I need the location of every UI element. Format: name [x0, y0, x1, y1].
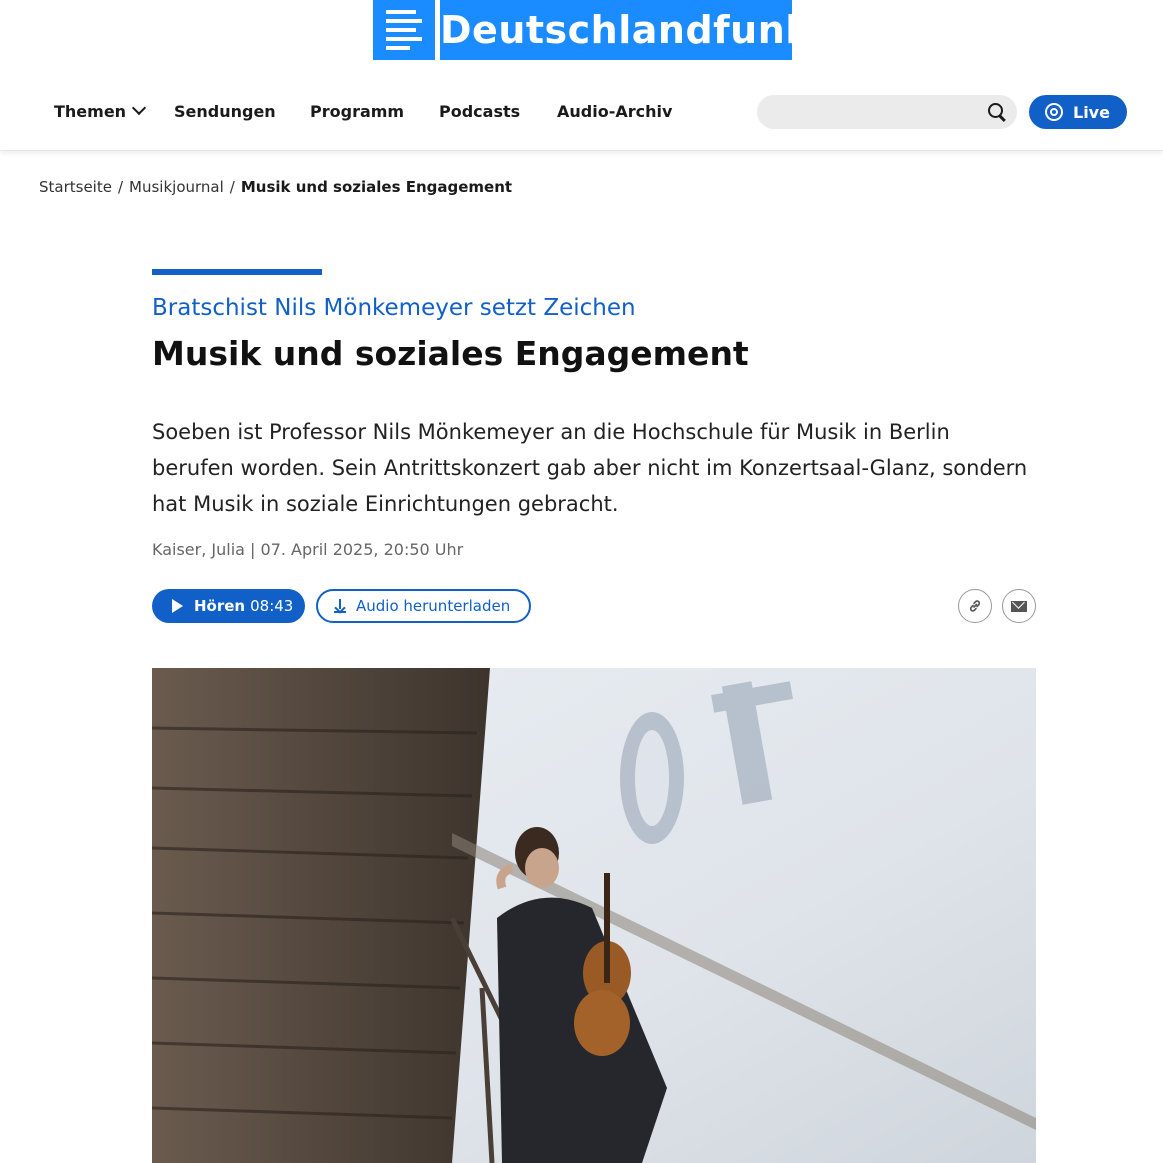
hero-photo	[152, 668, 1036, 1163]
play-duration: 08:43	[250, 597, 294, 615]
logo-text: Deutschlandfunk	[440, 0, 792, 60]
nav-item-audio-archiv[interactable]: Audio-Archiv	[557, 102, 673, 121]
logo-mark-icon	[373, 0, 435, 60]
kicker-accent-bar	[152, 269, 322, 275]
share-mail-button[interactable]	[1002, 589, 1036, 623]
site-logo[interactable]	[373, 0, 812, 60]
nav-item-label: Themen	[54, 102, 127, 121]
copy-link-button[interactable]	[958, 589, 992, 623]
breadcrumb-separator: /	[229, 178, 235, 196]
breadcrumb	[39, 178, 512, 196]
chevron-down-icon	[132, 101, 146, 115]
download-icon	[334, 599, 346, 613]
breadcrumb-current: Musik und soziales Engagement	[240, 178, 513, 196]
play-icon	[172, 599, 183, 613]
nav-item-sendungen[interactable]: Sendungen	[174, 102, 276, 121]
link-icon	[967, 598, 983, 614]
play-audio-button[interactable]	[152, 589, 305, 623]
nav-item-programm[interactable]: Programm	[310, 102, 405, 121]
live-radio-icon	[1045, 103, 1063, 121]
download-label: Audio herunterladen	[356, 597, 511, 615]
download-audio-button[interactable]	[316, 589, 531, 623]
breadcrumb-link-musikjournal[interactable]: Musikjournal	[129, 178, 224, 196]
breadcrumb-link-startseite[interactable]: Startseite	[39, 178, 112, 196]
article-lead: Soeben ist Professor Nils Mönkemeyer an die Hochschule für Musik in Berlin berufen worden. Sein Antrittskonzert gab aber nicht im Konzertsaal-Glanz, sondern hat Musik in soziale Einrichtungen gebracht.	[152, 420, 1028, 516]
live-label: Live	[1073, 102, 1110, 122]
search-bar[interactable]	[757, 95, 1017, 129]
play-label: Hören	[194, 597, 246, 615]
breadcrumb-separator: /	[117, 178, 124, 196]
live-button[interactable]	[1029, 95, 1127, 129]
mail-icon	[1011, 601, 1027, 612]
article-title: Musik und soziales Engagement	[152, 334, 749, 373]
article-hero-image	[152, 668, 1036, 1163]
search-icon[interactable]	[988, 103, 1003, 118]
article-kicker: Bratschist Nils Mönkemeyer setzt Zeichen	[152, 295, 636, 321]
search-input[interactable]	[757, 95, 999, 129]
nav-item-themen[interactable]	[54, 102, 144, 121]
article-meta: Kaiser, Julia | 07. April 2025, 20:50 Uhr	[152, 540, 464, 559]
nav-item-podcasts[interactable]: Podcasts	[439, 102, 521, 121]
